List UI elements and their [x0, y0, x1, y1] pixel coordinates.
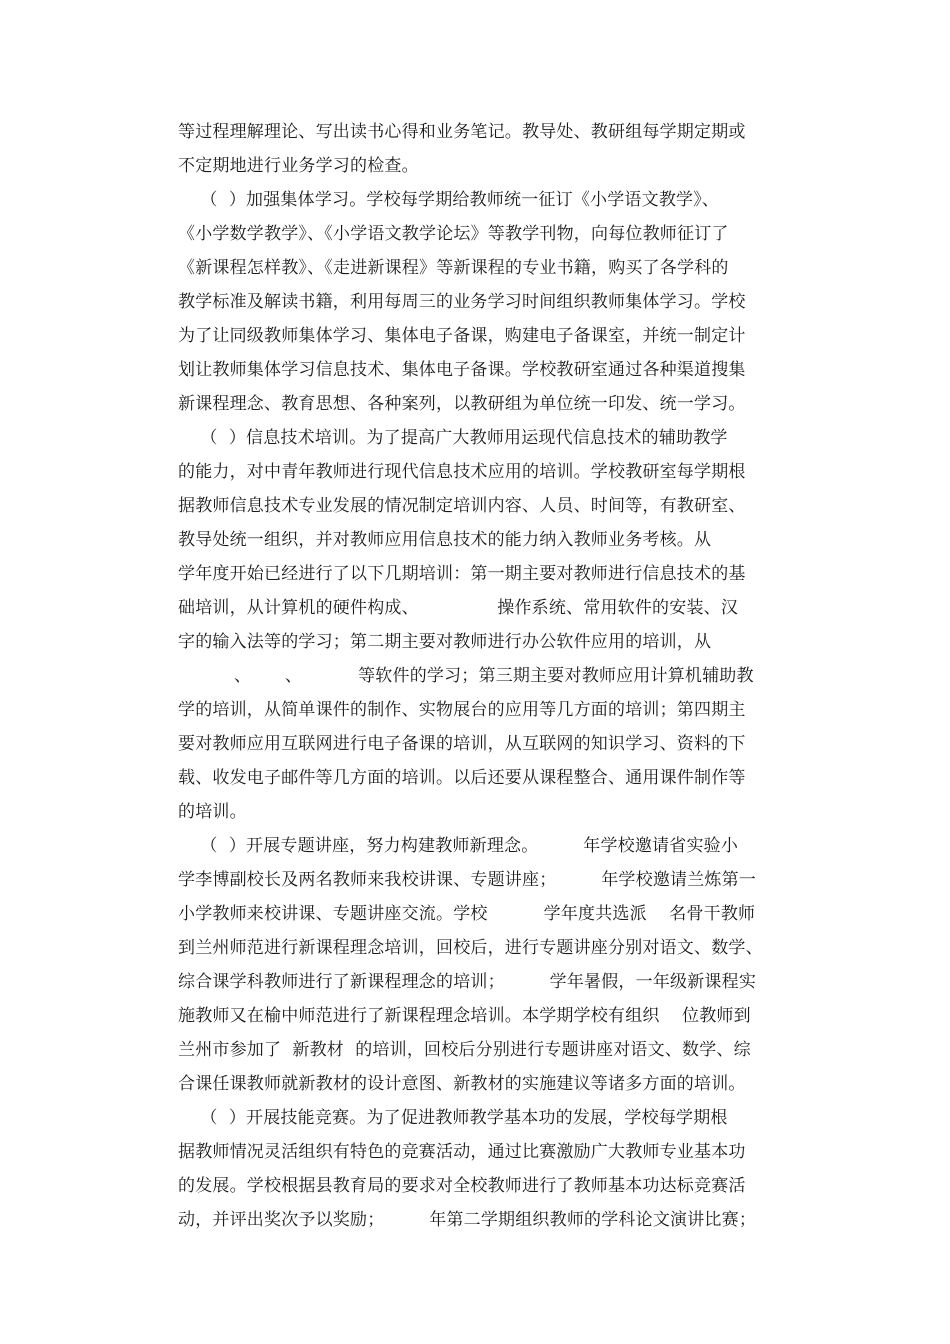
text-line: 学李博副校长及两名教师来我校讲课、专题讲座； 年学校邀请兰炼第一 — [178, 870, 757, 890]
text-line: 字的输入法等的学习；第二期主要对教师进行办公软件应用的培训，从 — [178, 632, 712, 652]
text-line: 施教师又在榆中师范进行了新课程理念培训。本学期学校有组织 位教师到 — [178, 1006, 751, 1026]
text-line: 学的培训，从简单课件的制作、实物展台的应用等几方面的培训；第四期主 — [178, 700, 746, 720]
text-line: 学年度开始已经进行了以下几期培训：第一期主要对教师进行信息技术的基 — [178, 564, 746, 584]
text-line: 不定期地进行业务学习的检查。 — [178, 156, 419, 176]
text-line: 载、收发电子邮件等几方面的培训。以后还要从课程整合、通用课件制作等 — [178, 768, 746, 788]
paragraph-start-line: （ ）加强集体学习。学校每学期给教师统一征订《小学语文教学》、 — [178, 190, 720, 210]
text-line: 划让教师集体学习信息技术、集体电子备课。学校教研室通过各种渠道搜集 — [178, 360, 746, 380]
paragraph-start-line: （ ）信息技术培训。为了提高广大教师用运现代信息技术的辅助教学 — [178, 428, 728, 448]
text-line: 兰州市参加了 新教材 的培训，回校后分别进行专题讲座对语文、数学、综 — [178, 1040, 751, 1060]
text-line: 《新课程怎样教》、《走进新课程》等新课程的专业书籍，购买了各学科的 — [178, 258, 729, 278]
text-line: 据教师信息技术专业发展的情况制定培训内容、人员、时间等，有教研室、 — [178, 496, 746, 516]
text-line: 合课任课教师就新教材的设计意图、新教材的实施建议等诸多方面的培训。 — [178, 1074, 746, 1094]
text-line: 小学教师来校讲课、专题讲座交流。学校 学年度共选派 名骨干教师 — [178, 904, 756, 924]
text-line: 等过程理解理论、写出读书心得和业务笔记。教导处、教研组每学期定期或 — [178, 122, 746, 142]
text-line: 到兰州师范进行新课程理念培训，回校后，进行专题讲座分别对语文、数学、 — [178, 938, 763, 958]
text-line: 础培训，从计算机的硬件构成、 操作系统、常用软件的安装、汉 — [178, 598, 739, 618]
text-line: 教学标准及解读书籍，利用每周三的业务学习时间组织教师集体学习。学校 — [178, 292, 746, 312]
text-line: 新课程理念、教育思想、各种案列，以教研组为单位统一印发、统一学习。 — [178, 394, 746, 414]
text-line: 综合课学科教师进行了新课程理念的培训； 学年暑假，一年级新课程实 — [178, 972, 757, 992]
paragraph-start-line: （ ）开展专题讲座，努力构建教师新理念。 年学校邀请省实验小 — [178, 836, 739, 856]
text-line: 教导处统一组织，并对教师应用信息技术的能力纳入教师业务考核。从 — [178, 530, 712, 550]
text-line: 要对教师应用互联网进行电子备课的培训，从互联网的知识学习、资料的下 — [178, 734, 746, 754]
text-line: 的培训。 — [178, 802, 247, 822]
text-line: 《小学数学教学》、《小学语文教学论坛》等教学刊物，向每位教师征订了 — [178, 224, 729, 244]
text-line: 据教师情况灵活组织有特色的竞赛活动，通过比赛激励广大教师专业基本功 — [178, 1142, 746, 1162]
text-line: 的能力，对中青年教师进行现代信息技术应用的培训。学校教研室每学期根 — [178, 462, 746, 482]
text-line: 的发展。学校根据县教育局的要求对全校教师进行了教师基本功达标竞赛活 — [178, 1176, 746, 1196]
paragraph-start-line: （ ）开展技能竞赛。为了促进教师教学基本功的发展，学校每学期根 — [178, 1108, 728, 1128]
text-line: 动，并评出奖次予以奖励； 年第二学期组织教师的学科论文演讲比赛； — [178, 1210, 757, 1230]
text-line: 为了让同级教师集体学习、集体电子备课，购建电子备课室，并统一制定计 — [178, 326, 746, 346]
text-line: 、 、 等软件的学习；第三期主要对教师应用计算机辅助教 — [178, 666, 754, 686]
